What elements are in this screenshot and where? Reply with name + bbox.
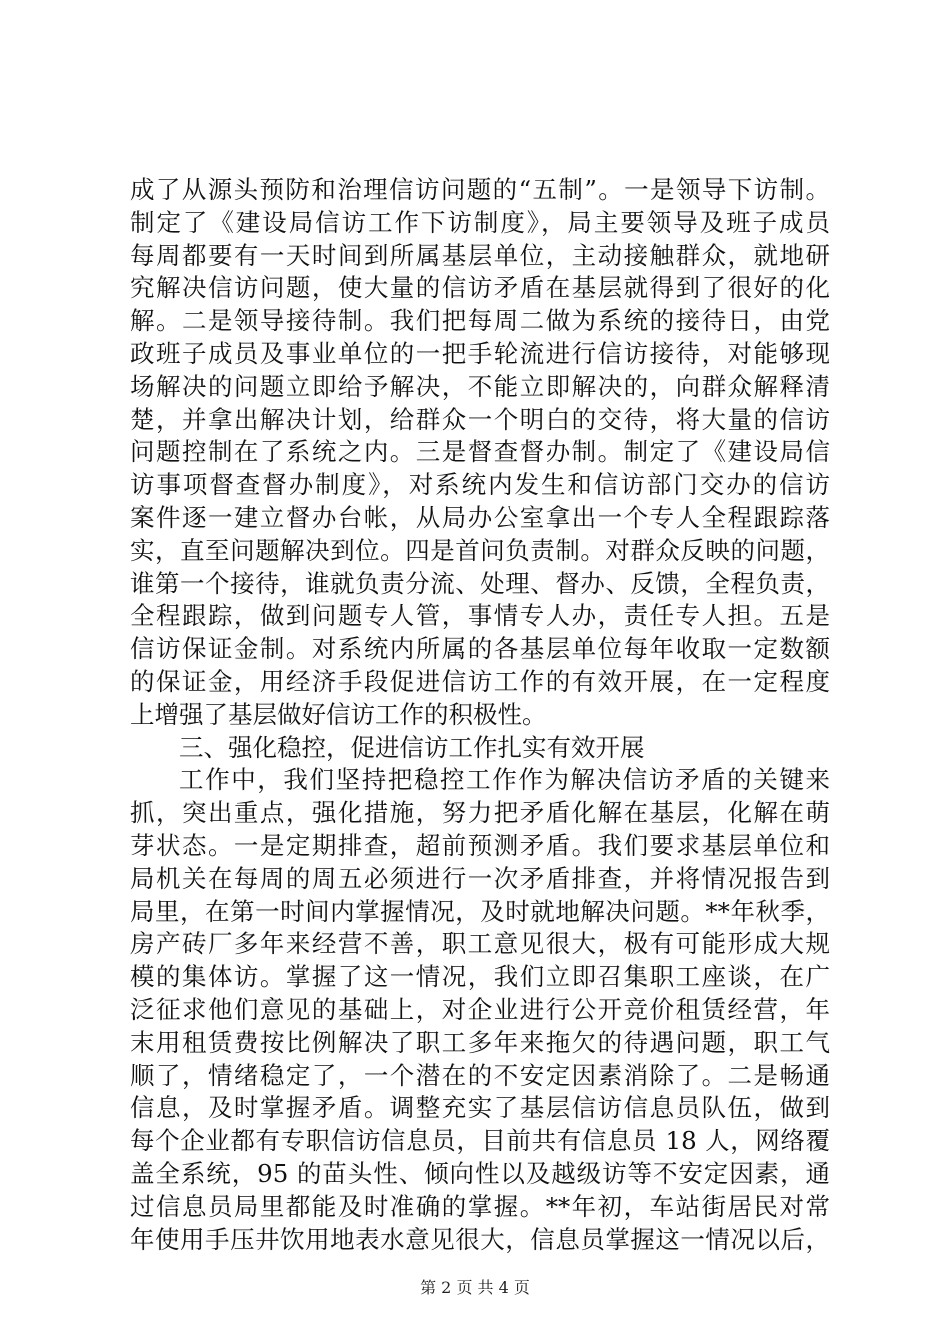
text-line: 案件逐一建立督办台帐，从局办公室拿出一个专人全程跟踪落 xyxy=(130,502,830,532)
text-line: 模的集体访。掌握了这一情况，我们立即召集职工座谈，在广 xyxy=(130,962,830,992)
text-line: 上增强了基层做好信访工作的积极性。 xyxy=(130,699,547,729)
text-line: 全程跟踪，做到问题专人管，事情专人办，责任专人担。五是 xyxy=(130,601,830,631)
text-line: 末用租赁费按比例解决了职工多年来拖欠的待遇问题，职工气 xyxy=(130,1027,830,1057)
page-number-footer: 第 2 页 共 4 页 xyxy=(420,1278,530,1297)
text-line: 信访保证金制。对系统内所属的各基层单位每年收取一定数额 xyxy=(130,634,830,664)
text-line: 实，直至问题解决到位。四是首问负责制。对群众反映的问题， xyxy=(130,535,830,565)
text-line: 工作中，我们坚持把稳控工作作为解决信访矛盾的关键来 xyxy=(179,765,830,795)
text-line: 抓，突出重点，强化措施，努力把矛盾化解在基层，化解在萌 xyxy=(130,798,830,828)
text-line: 场解决的问题立即给予解决，不能立即解决的，向群众解释清 xyxy=(130,371,830,401)
text-line: 过信息员局里都能及时准确的掌握。**年初，车站街居民对常 xyxy=(130,1191,830,1221)
text-line: 房产砖厂多年来经营不善，职工意见很大，极有可能形成大规 xyxy=(130,929,830,959)
text-line: 解。二是领导接待制。我们把每周二做为系统的接待日，由党 xyxy=(130,306,830,336)
text-line: 政班子成员及事业单位的一把手轮流进行信访接待，对能够现 xyxy=(130,338,830,368)
text-line: 访事项督查督办制度》，对系统内发生和信访部门交办的信访 xyxy=(130,470,830,500)
text-line: 信息，及时掌握矛盾。调整充实了基层信访信息员队伍，做到 xyxy=(130,1093,830,1123)
text-line: 局机关在每周的周五必须进行一次矛盾排查，并将情况报告到 xyxy=(130,863,830,893)
text-line: 泛征求他们意见的基础上，对企业进行公开竞价租赁经营，年 xyxy=(130,994,830,1024)
text-line: 每个企业都有专职信访信息员，目前共有信息员 18 人，网络覆 xyxy=(130,1126,830,1156)
text-line: 问题控制在了系统之内。三是督查督办制。制定了《建设局信 xyxy=(130,437,830,467)
body-text xyxy=(130,174,830,1256)
text-line: 谁第一个接待，谁就负责分流、处理、督办、反馈，全程负责， xyxy=(130,568,830,598)
text-line: 盖全系统，95 的苗头性、倾向性以及越级访等不安定因素，通 xyxy=(130,1158,830,1188)
text-line: 年使用手压井饮用地表水意见很大，信息员掌握这一情况以后， xyxy=(130,1224,830,1254)
text-line: 局里，在第一时间内掌握情况，及时就地解决问题。**年秋季， xyxy=(130,896,830,926)
text-line: 楚，并拿出解决计划，给群众一个明白的交待，将大量的信访 xyxy=(130,404,830,434)
text-line: 制定了《建设局信访工作下访制度》，局主要领导及班子成员 xyxy=(130,207,830,237)
text-line: 究解决信访问题，使大量的信访矛盾在基层就得到了很好的化 xyxy=(130,273,830,303)
text-line: 芽状态。一是定期排查，超前预测矛盾。我们要求基层单位和 xyxy=(130,830,830,860)
section-heading: 三、强化稳控，促进信访工作扎实有效开展 xyxy=(179,732,645,762)
text-line: 每周都要有一天时间到所属基层单位，主动接触群众，就地研 xyxy=(130,240,830,270)
text-line: 顺了，情绪稳定了，一个潜在的不安定因素消除了。二是畅通 xyxy=(130,1060,830,1090)
text-line: 成了从源头预防和治理信访问题的“五制”。一是领导下访制。 xyxy=(130,175,830,204)
text-line: 的保证金，用经济手段促进信访工作的有效开展，在一定程度 xyxy=(130,666,830,696)
